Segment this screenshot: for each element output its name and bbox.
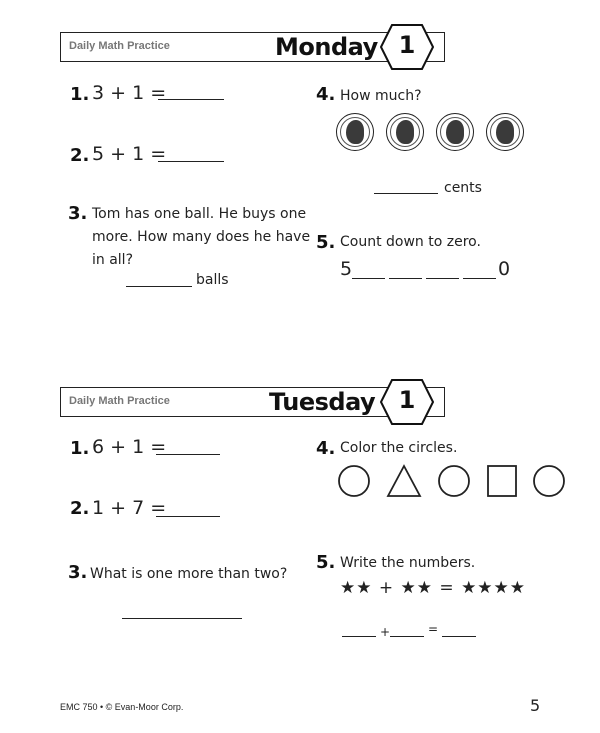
monday-hexagon-badge bbox=[380, 24, 434, 70]
circle-shape[interactable] bbox=[439, 466, 469, 496]
tuesday-q5-text: Write the numbers. bbox=[340, 555, 476, 571]
monday-q2-answer-line[interactable] bbox=[158, 161, 224, 162]
circle-shape[interactable] bbox=[339, 466, 369, 496]
triangle-shape bbox=[388, 466, 420, 496]
tuesday-q3-answer-line[interactable] bbox=[122, 618, 242, 619]
monday-q1-expression: 3 + 1 = bbox=[92, 82, 167, 104]
tuesday-q1-number: 1. bbox=[70, 438, 90, 459]
tuesday-header-label: Daily Math Practice bbox=[69, 395, 170, 407]
monday-q4-answer-line[interactable] bbox=[374, 193, 438, 194]
penny-coin-icon bbox=[436, 113, 474, 151]
monday-q4-text: How much? bbox=[340, 88, 422, 104]
square-shape bbox=[488, 466, 516, 496]
monday-q5-blank-4[interactable] bbox=[463, 278, 496, 279]
monday-q3-number: 3. bbox=[68, 203, 88, 224]
monday-q3-line-3: in all? bbox=[92, 252, 134, 268]
penny-coin-icon bbox=[486, 113, 524, 151]
monday-q3-answer-line[interactable] bbox=[126, 286, 192, 287]
monday-q1-number: 1. bbox=[70, 84, 90, 105]
monday-hexagon-number: 1 bbox=[398, 31, 416, 59]
tuesday-q5-blank-2[interactable] bbox=[390, 636, 424, 637]
monday-q3-unit: balls bbox=[196, 272, 229, 288]
page-number: 5 bbox=[530, 696, 541, 715]
tuesday-q5-blank-1[interactable] bbox=[342, 636, 376, 637]
tuesday-q5-equals: = bbox=[428, 622, 439, 636]
monday-q5-start: 5 bbox=[340, 258, 353, 280]
footer-copyright: EMC 750 • © Evan-Moor Corp. bbox=[60, 702, 184, 712]
monday-day-title: Monday bbox=[275, 33, 378, 61]
monday-q2-number: 2. bbox=[70, 145, 90, 166]
tuesday-day-title: Tuesday bbox=[269, 388, 376, 416]
tuesday-q1-answer-line[interactable] bbox=[156, 454, 220, 455]
tuesday-q2-expression: 1 + 7 = bbox=[92, 497, 167, 519]
tuesday-q2-number: 2. bbox=[70, 498, 90, 519]
monday-q5-blank-1[interactable] bbox=[352, 278, 385, 279]
tuesday-q5-plus: + bbox=[380, 625, 391, 639]
monday-q5-blank-3[interactable] bbox=[426, 278, 459, 279]
tuesday-q5-star-equation: ★★ + ★★ = ★★★★ bbox=[340, 578, 527, 598]
monday-q5-blank-2[interactable] bbox=[389, 278, 422, 279]
tuesday-hexagon-badge bbox=[380, 379, 434, 425]
monday-q1-answer-line[interactable] bbox=[158, 99, 224, 100]
tuesday-q1-expression: 6 + 1 = bbox=[92, 436, 167, 458]
tuesday-q4-number: 4. bbox=[316, 438, 336, 459]
tuesday-q2-answer-line[interactable] bbox=[156, 516, 220, 517]
tuesday-q3-text: What is one more than two? bbox=[90, 566, 288, 582]
monday-q4-number: 4. bbox=[316, 84, 336, 105]
monday-q3-line-1: Tom has one ball. He buys one bbox=[92, 206, 307, 222]
penny-coin-icon bbox=[336, 113, 374, 151]
monday-q5-text: Count down to zero. bbox=[340, 234, 481, 250]
monday-header-label: Daily Math Practice bbox=[69, 40, 170, 52]
tuesday-q5-number: 5. bbox=[316, 552, 336, 573]
tuesday-hexagon-number: 1 bbox=[398, 386, 416, 414]
monday-q3-line-2: more. How many does he have bbox=[92, 229, 311, 245]
penny-coin-icon bbox=[386, 113, 424, 151]
tuesday-q3-number: 3. bbox=[68, 562, 88, 583]
monday-q2-expression: 5 + 1 = bbox=[92, 143, 167, 165]
tuesday-q5-blank-3[interactable] bbox=[442, 636, 476, 637]
monday-q5-number: 5. bbox=[316, 232, 336, 253]
tuesday-q4-text: Color the circles. bbox=[340, 440, 458, 456]
monday-q5-end: 0 bbox=[498, 258, 511, 280]
tuesday-q4-shapes bbox=[336, 463, 570, 503]
circle-shape[interactable] bbox=[534, 466, 564, 496]
monday-q4-unit: cents bbox=[444, 180, 482, 196]
